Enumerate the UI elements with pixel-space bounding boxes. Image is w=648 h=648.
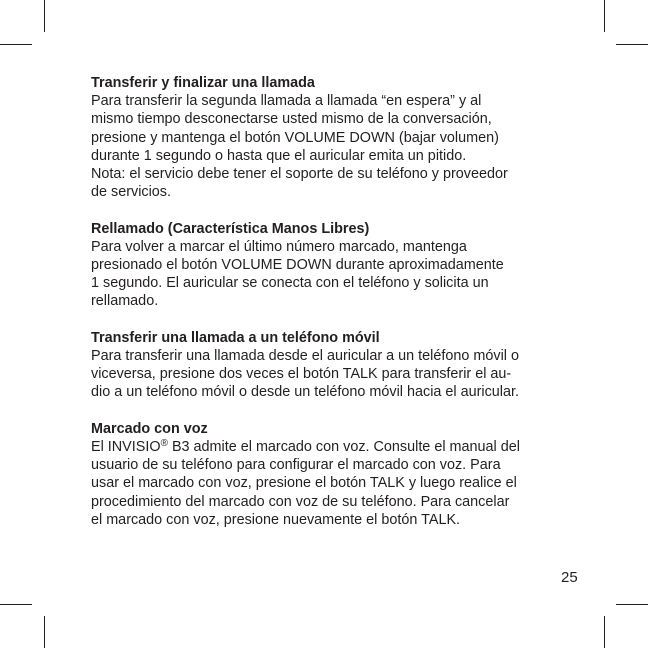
crop-mark-bottom-right-horizontal bbox=[616, 604, 648, 605]
section-voice-dialing bbox=[91, 420, 567, 529]
body-line: 1 segundo. El auricular se conecta con el teléfono y solicita un bbox=[91, 275, 489, 292]
body-line: Para transferir una llamada desde el auricular a un teléfono móvil o bbox=[91, 348, 519, 365]
body-line: dio a un teléfono móvil o desde un teléfono móvil hacia el auricular. bbox=[91, 384, 519, 401]
body-line: mismo tiempo desconectarse usted mismo de la conversación, bbox=[91, 111, 492, 128]
body-line: viceversa, presione dos veces el botón TALK para transferir el au- bbox=[91, 366, 512, 383]
body-line: rellamado. bbox=[91, 293, 159, 310]
section-title: Transferir y finalizar una llamada bbox=[91, 75, 315, 91]
body-line: durante 1 segundo o hasta que el auricular emita un pitido. bbox=[91, 147, 467, 164]
body-line: presionado el botón VOLUME DOWN durante aproximadamente bbox=[91, 257, 504, 274]
body-text: El INVISIO bbox=[91, 439, 161, 456]
page-content bbox=[91, 74, 567, 547]
crop-mark-top-right-horizontal bbox=[616, 44, 648, 45]
crop-mark-bottom-left-horizontal bbox=[0, 604, 32, 605]
crop-mark-top-left-horizontal bbox=[0, 44, 32, 45]
crop-mark-bottom-right-vertical bbox=[604, 616, 605, 648]
section-title: Marcado con voz bbox=[91, 420, 208, 437]
body-line: el marcado con voz, presione nuevamente el botón TALK. bbox=[91, 511, 461, 528]
body-line: Para transferir la segunda llamada a llamada “en espera” y al bbox=[91, 93, 482, 110]
crop-mark-top-right-vertical bbox=[604, 0, 605, 32]
body-line: de servicios. bbox=[91, 184, 171, 201]
registered-mark: ® bbox=[160, 438, 168, 450]
section-title: Rellamado (Característica Manos Libres) bbox=[91, 220, 370, 237]
crop-mark-bottom-left-vertical bbox=[44, 616, 45, 648]
page-number: 25 bbox=[561, 569, 578, 586]
body-line: usar el marcado con voz, presione el botón TALK y luego realice el bbox=[91, 475, 517, 492]
body-line: procedimiento del marcado con voz de su teléfono. Para cancelar bbox=[91, 493, 510, 510]
crop-mark-top-left-vertical bbox=[44, 0, 45, 32]
body-line: Nota: el servicio debe tener el soporte de su teléfono y proveedor bbox=[91, 166, 508, 183]
body-text: B3 admite el marcado con voz. Consulte el manual del bbox=[167, 439, 520, 456]
body-line: presione y mantenga el botón VOLUME DOWN (bajar volumen) bbox=[91, 129, 499, 146]
section-title: Transferir una llamada a un teléfono móvil bbox=[91, 329, 380, 346]
section-transfer-end-call bbox=[91, 74, 567, 201]
section-transfer-to-mobile bbox=[91, 329, 567, 402]
body-line bbox=[91, 438, 567, 456]
body-line: Para volver a marcar el último número marcado, mantenga bbox=[91, 238, 467, 255]
section-redial bbox=[91, 220, 567, 311]
body-line: usuario de su teléfono para configurar el marcado con voz. Para bbox=[91, 457, 501, 474]
